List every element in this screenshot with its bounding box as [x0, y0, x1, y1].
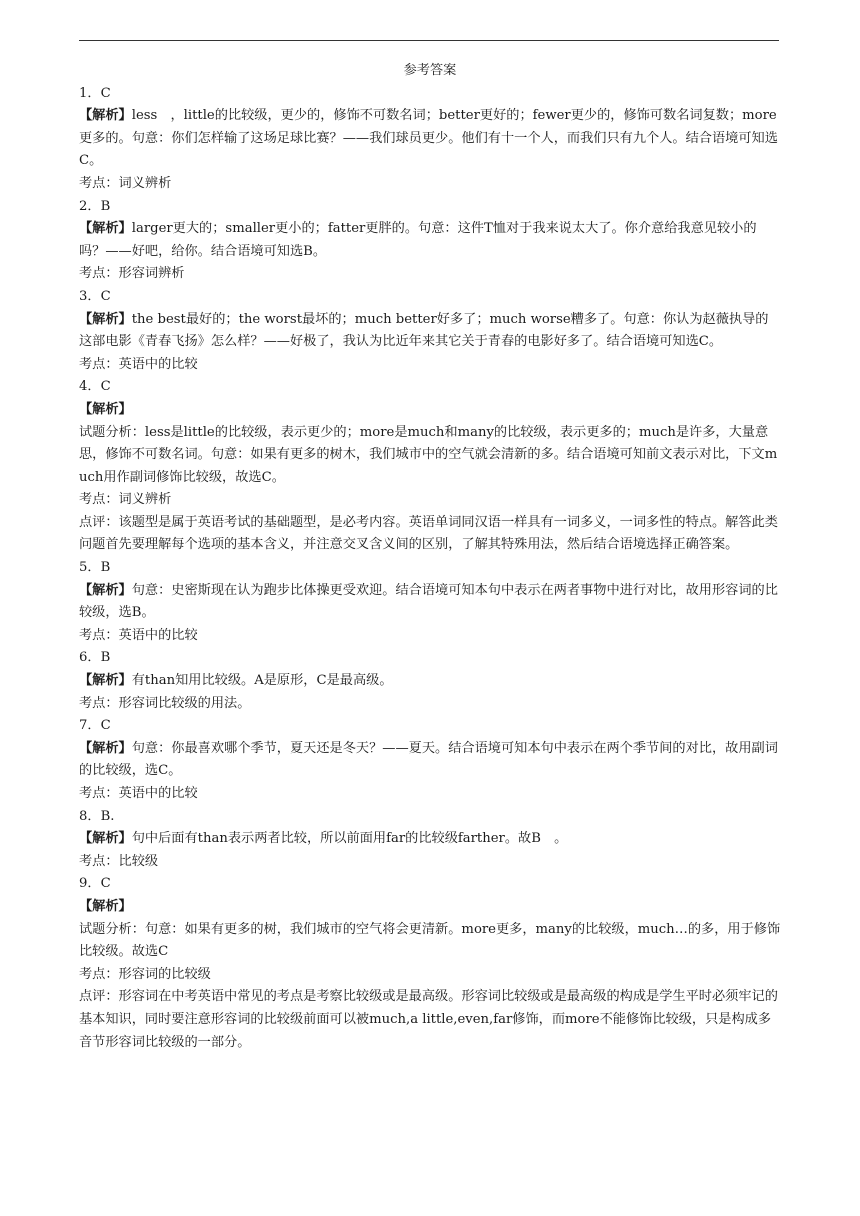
question-number: 1．C — [79, 85, 111, 101]
analysis-paragraph — [79, 670, 781, 693]
analysis-tag: 【解析】 — [79, 831, 132, 847]
question-number: 6．B — [79, 650, 111, 666]
question-number: 9．C — [79, 876, 111, 892]
analysis-paragraph — [79, 896, 781, 919]
analysis-text: 有than知用比较级。A是原形，C是最高级。 — [131, 673, 393, 689]
text-line: 考点：英语中的比较 — [79, 356, 198, 372]
text-line: 考点：英语中的比较 — [79, 786, 198, 801]
text-line: 考点：形容词比较级的用法。 — [79, 695, 251, 711]
analysis-tag: 【解析】 — [79, 221, 132, 237]
analysis-paragraph — [79, 105, 781, 173]
analysis-paragraph — [79, 580, 781, 625]
page-title: 参考答案 — [403, 63, 457, 78]
analysis-text: 句意：你最喜欢哪个季节，夏天还是冬天？——夏天。结合语境可知本句中表示在两个季节间的对比，故用副词的比较级，选C。 — [79, 740, 778, 779]
analysis-paragraph — [79, 399, 781, 422]
question-number: 5．B — [79, 560, 111, 576]
text-line: 考点：词义辨析 — [79, 492, 172, 508]
analysis-tag: 【解析】 — [79, 898, 132, 914]
answer-lines — [79, 83, 781, 1055]
analysis-text: larger更大的；smaller更小的；fatter更胖的。句意：这件T恤对于我来说太大了。你介意给我意见较小的吗？——好吧，给你。结合语境可知选B。 — [79, 221, 757, 259]
header-rule — [79, 40, 779, 41]
question-number: 7．C — [79, 718, 111, 734]
analysis-tag: 【解析】 — [79, 401, 132, 417]
analysis-paragraph — [79, 218, 781, 263]
analysis-text: the best最好的；the worst最坏的；much better好多了；much worse糟多了。句意：你认为赵薇执导的这部电影《青春飞扬》怎么样？——好极了，我认为比近年来其它关于青春的电影好多了。结合语境可知选C。 — [79, 311, 769, 350]
question-number: 4．C — [79, 379, 111, 395]
text-line: 考点：词义辨析 — [79, 175, 172, 191]
text-line: 试题分析：less是little的比较级，表示更少的；more是much和many的比较级，表示更多的；much是许多，大量意思，修饰不可数名词。句意：如果有更多的树木，我们城市中的空气就会清新的多。结合语境可知前文表示对比，下文much用作副词修饰比较级，故选C。 — [79, 424, 778, 485]
text-line: 点评：形容词在中考英语中常见的考点是考察比较级或是最高级。形容词比较级或是最高级的构成是学生平时必须牢记的基本知识，同时要注意形容词的比较级前面可以被much,a little,even,far修饰，而more不能修饰比较级，只是构成多音节形容词比较级的一部分。 — [79, 989, 778, 1050]
text-line: 试题分析：句意：如果有更多的树，我们城市的空气将会更清新。more更多，many的比较级，much…的多，用于修饰比较级。故选C — [79, 921, 781, 960]
analysis-text: 句中后面有than表示两者比较，所以前面用far的比较级farther。故B 。 — [131, 831, 568, 847]
analysis-tag: 【解析】 — [79, 108, 132, 124]
analysis-text: less ，little的比较级，更少的，修饰不可数名词；better更好的；fewer更少的，修饰可数名词复数；more更多的。句意：你们怎样输了这场足球比赛？——我们球员更少。他们有十一个人，而我们只有九个人。结合语境可知选C。 — [79, 108, 778, 169]
text-line: 考点：形容词的比较级 — [79, 966, 211, 982]
text-line: 考点：比较级 — [79, 853, 159, 869]
question-number: 8．B. — [79, 808, 115, 824]
analysis-paragraph — [79, 828, 781, 851]
text-line: 考点：形容词辨析 — [79, 266, 185, 282]
text-line: 考点：英语中的比较 — [79, 627, 198, 643]
text-line: 点评：该题型是属于英语考试的基础题型，是必考内容。英语单词同汉语一样具有一词多义，一词多性的特点。解答此类问题首先要理解每个选项的基本含义，并注意交叉含义间的区别，了解其特殊用法，然后结合语境选择正确答案。 — [79, 514, 778, 553]
analysis-tag: 【解析】 — [79, 740, 132, 756]
analysis-paragraph — [79, 309, 781, 354]
answer-document — [79, 60, 781, 1054]
analysis-tag: 【解析】 — [79, 673, 132, 689]
analysis-tag: 【解析】 — [79, 311, 132, 327]
analysis-paragraph — [79, 738, 781, 783]
question-number: 3．C — [79, 288, 111, 304]
analysis-tag: 【解析】 — [79, 582, 132, 598]
analysis-text: 句意：史密斯现在认为跑步比体操更受欢迎。结合语境可知本句中表示在两者事物中进行对比，故用形容词的比较级，选B。 — [79, 582, 778, 621]
question-number: 2．B — [79, 198, 111, 214]
